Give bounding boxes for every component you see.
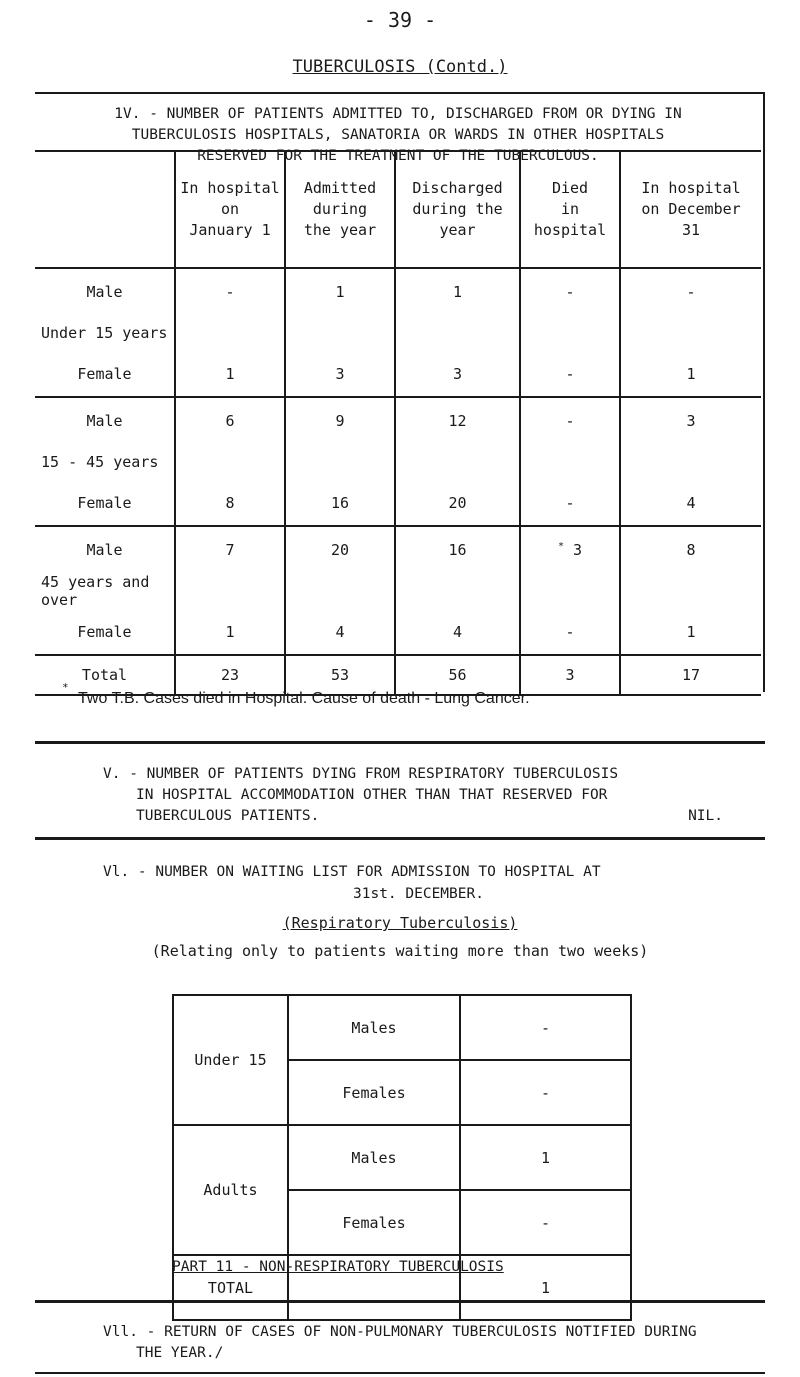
total-label: Total <box>35 655 175 695</box>
col-header-admitted: Admitted during the year <box>285 151 395 268</box>
cell-discharged: 1 3 <box>395 268 520 397</box>
asterisk-marker: * <box>557 540 564 552</box>
table-row-15-45 <box>35 397 761 526</box>
row-label: Male Under 15 years Female <box>35 268 175 397</box>
cell-jan1: - 1 <box>175 268 285 397</box>
table-row <box>173 995 631 1060</box>
total-admitted: 53 <box>285 655 395 695</box>
row-label: Male 45 years and over Female <box>35 526 175 655</box>
cell-dec31: - 1 <box>620 268 761 397</box>
footnote-asterisk: * <box>62 681 69 694</box>
section-vi-heading: Vl. - NUMBER ON WAITING LIST FOR ADMISSION TO HOSPITAL AT 31st. DECEMBER. <box>103 864 601 902</box>
group-adults: Adults <box>173 1125 288 1255</box>
col-header-discharged: Discharged during the year <box>395 151 520 268</box>
label-males: Males <box>288 1125 460 1190</box>
table-row-under-15 <box>35 268 761 397</box>
table-row-total <box>35 655 761 695</box>
group-under-15: Under 15 <box>173 995 288 1125</box>
value-males: 1 <box>460 1125 631 1190</box>
total-dec31: 17 <box>620 655 761 695</box>
section-vi-subtitle: (Respiratory Tuberculosis) <box>282 914 518 932</box>
section-vi-top-rule <box>35 837 765 840</box>
section-vi-note: (Relating only to patients waiting more than two weeks) <box>151 942 649 960</box>
cell-admitted: 1 3 <box>285 268 395 397</box>
section-iv-top-rule <box>35 92 765 94</box>
cell-died: - - <box>520 397 620 526</box>
cell-died: - - <box>520 268 620 397</box>
cell-jan1: 7 1 <box>175 526 285 655</box>
section-vii-text: Vll. - RETURN OF CASES OF NON-PULMONARY TUBERCULOSIS NOTIFIED DURING THE YEAR./ <box>103 1324 697 1361</box>
cell-jan1: 6 8 <box>175 397 285 526</box>
cell-discharged: 16 4 <box>395 526 520 655</box>
value-males: - <box>460 995 631 1060</box>
cell-died: * 3 - <box>520 526 620 655</box>
tuberculosis-hospital-table <box>35 150 761 696</box>
header-blank <box>35 151 175 268</box>
total-label: TOTAL <box>173 1255 288 1320</box>
page-number: - 39 - <box>363 8 437 32</box>
section-v-value: NIL. <box>688 808 723 824</box>
col-header-dec31: In hospital on December 31 <box>620 151 761 268</box>
section-iv-right-rule <box>763 92 765 692</box>
footnote: Two T.B. Cases died in Hospital. Cause of death - Lung Cancer. <box>78 690 530 707</box>
label-males: Males <box>288 995 460 1060</box>
value-females: - <box>460 1190 631 1255</box>
total-jan1: 23 <box>175 655 285 695</box>
cell-discharged: 12 20 <box>395 397 520 526</box>
table-row <box>173 1125 631 1190</box>
cell-admitted: 20 4 <box>285 526 395 655</box>
total-value: 1 <box>460 1255 631 1320</box>
section-vii-bottom-rule <box>35 1372 765 1374</box>
table-row-45-over <box>35 526 761 655</box>
section-v-text: V. - NUMBER OF PATIENTS DYING FROM RESPIRATORY TUBERCULOSIS IN HOSPITAL ACCOMMODATION OTHER THAN THAT RESERVED FOR TUBERCULOUS PATIENTS. NIL. <box>103 764 723 827</box>
cell-admitted: 9 16 <box>285 397 395 526</box>
section-iv-heading: 1V. - NUMBER OF PATIENTS ADMITTED TO, DISCHARGED FROM OR DYING IN TUBERCULOSIS HOSPITALS, SANATORIA OR WARDS IN OTHER HOSPITALS RESERVED FOR THE TREATMENT OF THE TUBERCULOUS. <box>114 106 682 164</box>
row-label: Male 15 - 45 years Female <box>35 397 175 526</box>
cell-dec31: 8 1 <box>620 526 761 655</box>
col-header-died: Died in hospital <box>520 151 620 268</box>
label-females: Females <box>288 1190 460 1255</box>
label-females: Females <box>288 1060 460 1125</box>
value-females: - <box>460 1060 631 1125</box>
page-title: TUBERCULOSIS (Contd.) <box>292 57 508 77</box>
part-ii-heading: PART 11 - NON-RESPIRATORY TUBERCULOSIS <box>172 1259 504 1275</box>
table-header-row <box>35 151 761 268</box>
section-v-top-rule <box>35 741 765 744</box>
total-died: 3 <box>520 655 620 695</box>
cell-dec31: 3 4 <box>620 397 761 526</box>
section-vii-top-rule <box>35 1300 765 1303</box>
total-discharged: 56 <box>395 655 520 695</box>
col-header-jan1: In hospital on January 1 <box>175 151 285 268</box>
